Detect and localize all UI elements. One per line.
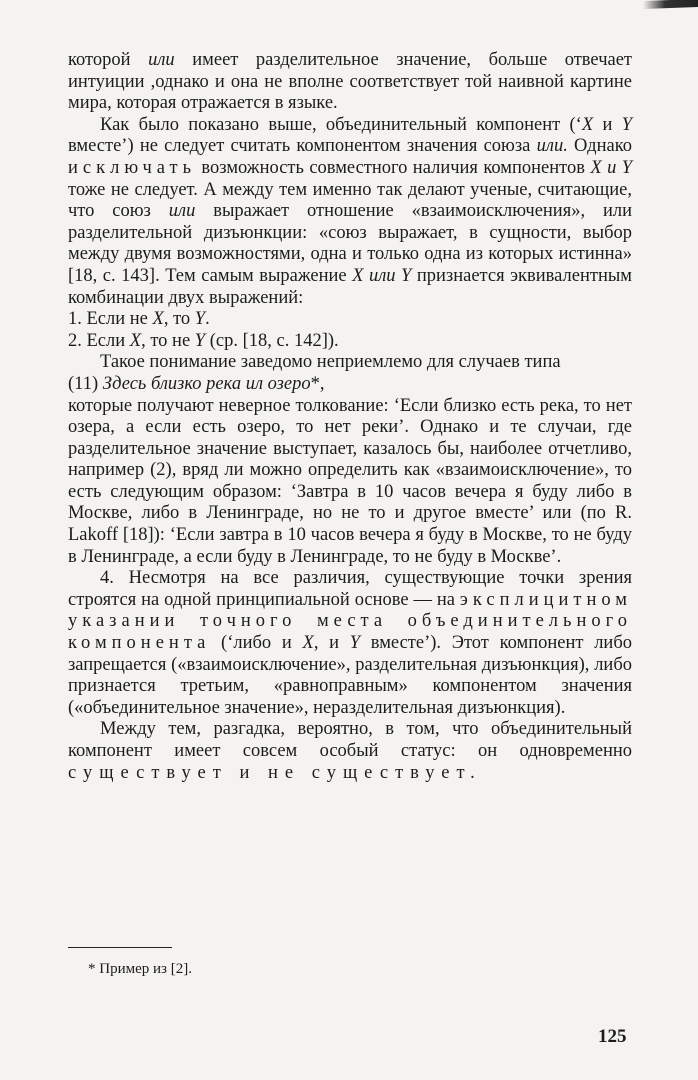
paragraph-section-4 — [68, 568, 632, 719]
text-run: , то — [163, 309, 195, 330]
text-run: вместе’). Этот компонент либо запрещается («взаимоисключение», разделительная дизъюнкция), либо признается третьим, «равноправным» компонентом значения («объединительное значение», неразделительная дизъюнкция). — [68, 633, 632, 718]
text-run: . — [205, 309, 210, 330]
footnote: * Пример из [2]. — [88, 961, 192, 977]
paragraph-continuation — [68, 50, 632, 115]
text-run: тоже не следует. А между тем именно так делают ученые, считающие, что союз — [68, 179, 632, 222]
text-run: *, — [310, 373, 325, 394]
footnote-divider — [68, 947, 172, 948]
text-run: которой — [68, 50, 149, 70]
spaced-emphasis: существует и не существует. — [68, 762, 482, 783]
italic-run: X и Y — [590, 157, 633, 178]
spaced-emphasis: эксплицитном указании точного места объединительного компонента — [68, 589, 632, 654]
main-text — [68, 50, 632, 784]
text-run: (ср. [18, с. 142]). — [205, 330, 339, 351]
spaced-emphasis: исключать — [68, 157, 197, 178]
list-item-2 — [68, 331, 632, 353]
page-number: 125 — [598, 1026, 627, 1047]
text-run: Как было показано выше, объединительный компонент (‘ — [100, 114, 582, 135]
text-run: которые получают неверное толкование: ‘Если близко есть река, то нет озера, а если есть озеро, то нет реки’. Однако и те случаи, где разделительное значение выступает, казалось бы, наиболее отчетливо, например (2), вряд ли можно определить как «взаимоисключение», то есть следующим образом: ‘Завтра в 10 часов вечера я буду либо в Москве, либо в Ленинграде, но не то и другое вместе’ или (по R. Lakoff [18]): ‘Если завтра в 10 часов вечера я буду в Москве, то не буду в Ленинграде, а если буду в Ленинграде, то не буду в Москве’. — [68, 395, 632, 567]
text-run: (‘либо и — [210, 633, 303, 654]
italic-run: Y — [349, 633, 361, 654]
italic-run: X — [302, 633, 314, 654]
text-run: Такое понимание заведомо неприемлемо для случаев типа — [100, 352, 561, 373]
example-11 — [68, 374, 632, 396]
text-run: , и — [313, 633, 350, 654]
text-run: 2. Если — [68, 330, 130, 351]
list-item-1 — [68, 309, 632, 331]
text-run: признается эквивалентным комбинации двух выражений: — [68, 265, 633, 308]
paragraph-takoe — [68, 352, 632, 374]
italic-run: или. — [536, 136, 568, 157]
italic-run: Y — [194, 330, 206, 351]
text-run: , то не — [141, 330, 195, 351]
paragraph-razgadka — [68, 719, 632, 784]
text-run: 4. Несмотря на все различия, существующие точки зрения строятся на одной принципиальной основе — на — [68, 568, 632, 610]
text-run: возможность совместного наличия компонентов — [196, 157, 591, 178]
italic-run: X — [152, 309, 164, 330]
paragraph-kotorye — [68, 396, 632, 569]
paragraph-objedinitelnyj — [68, 115, 632, 309]
text-run: Однако — [567, 136, 632, 157]
scan-edge-mark — [643, 0, 698, 9]
italic-run: X — [581, 114, 594, 135]
italic-run: X или Y — [352, 265, 412, 286]
text-run: и — [593, 114, 622, 135]
text-run: выражает отношение «взаимоисключения», или разделительной дизъюнкции: «союз выражает, в сущности, выбор между двумя возможностями, одна и только одна из которых истинна» [18, с. 143]. Тем самым выражение — [68, 201, 632, 286]
italic-run: Y — [194, 309, 206, 330]
italic-run: Y — [621, 114, 632, 135]
text-run: (11) — [68, 373, 103, 394]
italic-run: или — [168, 201, 196, 222]
text-run: вместе’) не следует считать компонентом значения союза — [68, 136, 537, 157]
text-run: имеет разделительное значение, больше отвечает интуиции ,однако и она не вполне соответствует той наивной картине мира, которая отражается в языке. — [68, 50, 632, 114]
italic-run: или — [148, 50, 175, 70]
text-run: 1. Если не — [68, 309, 153, 330]
italic-run: Здесь близко река ил озеро — [102, 373, 311, 394]
italic-run: X — [129, 330, 142, 351]
text-run: Между тем, разгадка, вероятно, в том, что объединительный компонент имеет совсем особый статус: он одновременно — [68, 719, 632, 761]
